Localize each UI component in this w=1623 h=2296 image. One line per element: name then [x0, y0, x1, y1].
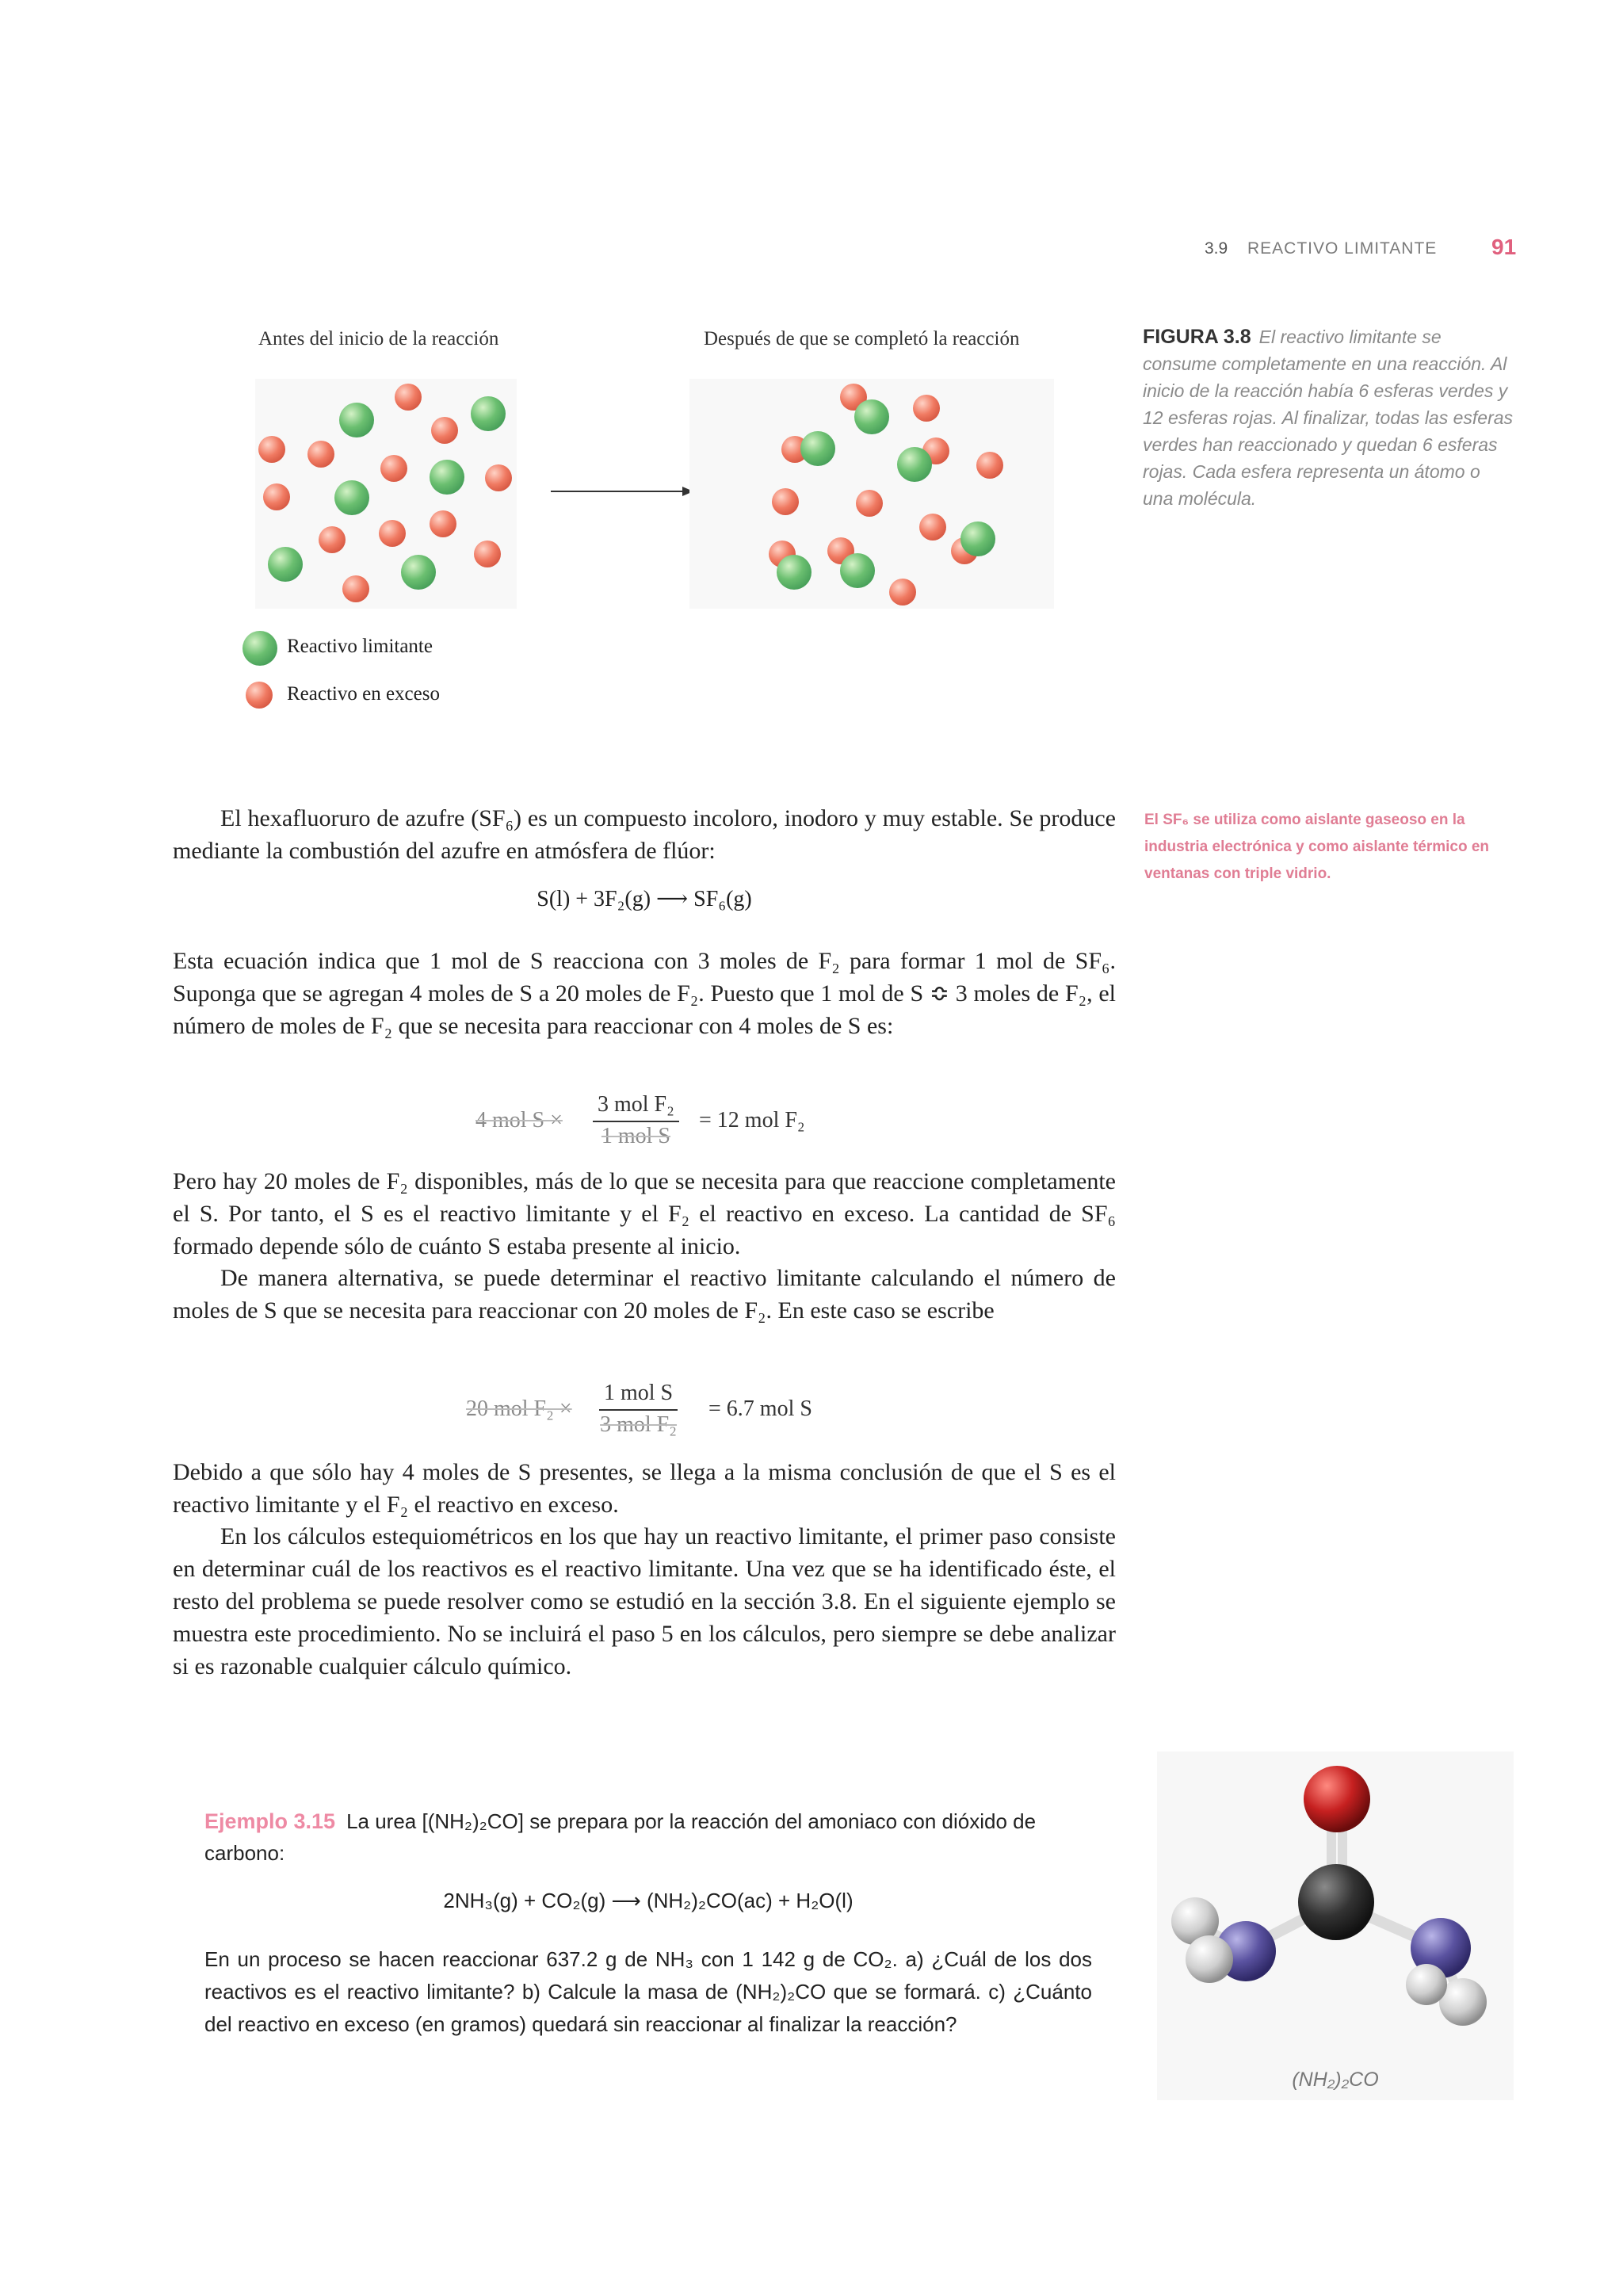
green-sphere [339, 403, 374, 437]
conversion-fraction [593, 1092, 679, 1149]
calc-lead: 4 mol S × [475, 1108, 563, 1133]
red-sphere [856, 490, 883, 517]
red-sphere [263, 483, 290, 510]
figure-caption-text: El reactivo limitante se consume completamente en una reacción. Al inicio de la reacción había 6 esferas verdes y 12 esferas rojas. Al finalizar, todas las esferas verdes han reaccionado y quedan 6 esferas rojas. Cada esfera representa un átomo o una molécula. [1143, 327, 1514, 509]
red-sphere [395, 384, 422, 411]
green-sphere [777, 555, 812, 590]
green-sphere [960, 521, 995, 556]
after-reaction-panel [689, 379, 1054, 609]
carbon-atom [1298, 1864, 1374, 1940]
green-sphere [897, 447, 932, 482]
paragraph: Esta ecuación indica que 1 mol de S reacciona con 3 moles de F₂ para formar 1 mol de SF₆. Suponga que se agregan 4 moles de S a 20 moles de F₂. Puesto que 1 mol de S ≎ 3 moles de F₂, el número de moles de F₂ que se necesita para reaccionar con 4 moles de S es: [173, 948, 1116, 1039]
red-sphere [889, 579, 916, 606]
red-sphere [307, 441, 334, 468]
example-intro-text: La urea [(NH₂)₂CO] se prepara por la reacción del amoniaco con dióxido de carbono: [204, 1809, 1037, 1865]
figure-number: FIGURA 3.8 [1143, 326, 1251, 348]
red-sphere [319, 526, 346, 553]
section-number: 3.9 [1205, 239, 1228, 258]
hydrogen-atom [1406, 1964, 1447, 2005]
legend-label: Reactivo limitante [287, 636, 433, 657]
green-sphere [854, 399, 889, 434]
red-sphere [431, 417, 458, 444]
green-sphere [401, 555, 436, 590]
equation-urea-formation: 2NH₃(g) + CO₂(g) ⟶ (NH₂)₂CO(ac) + H₂O(l) [443, 1889, 854, 1912]
paragraph: De manera alternativa, se puede determinar el reactivo limitante calculando el número de moles de S que se necesita para reaccionar con 20 moles de F₂. En este caso se escribe [173, 1265, 1116, 1324]
red-sphere [430, 510, 456, 537]
example-label: Ejemplo 3.15 [204, 1809, 336, 1833]
green-sphere [840, 553, 875, 588]
fraction-numerator: 3 mol F₂ [593, 1092, 679, 1122]
green-sphere [471, 396, 506, 431]
example-question: En un proceso se hacen reaccionar 637.2 g de NH₃ con 1 142 g de CO₂. a) ¿Cuál de los dos reactivos es el reactivo limitante? b) Calcule la masa de (NH₂)₂CO que se formará. c) ¿Cuánto del reactivo en exceso (en gramos) quedará sin reaccionar al finalizar la reacción? [204, 1947, 1092, 2036]
fraction-numerator: 1 mol S [599, 1381, 678, 1411]
calc-result: = 6.7 mol S [708, 1396, 812, 1421]
running-header [1189, 235, 1522, 266]
red-sphere-icon [246, 682, 273, 709]
red-sphere [976, 452, 1003, 479]
green-sphere [430, 460, 464, 495]
calculation-s-needed [466, 1381, 957, 1444]
oxygen-atom [1304, 1766, 1370, 1832]
red-sphere [913, 395, 940, 422]
reaction-arrow-icon [551, 483, 693, 499]
hydrogen-atom [1186, 1935, 1233, 1983]
molecule-caption: (NH₂)₂CO [1292, 2069, 1379, 2091]
legend-label: Reactivo en exceso [287, 683, 440, 705]
paragraph: Pero hay 20 moles de F₂ disponibles, más de lo que se necesita para que reaccione completamente el S. Por tanto, el S es el reactivo limitante y el F₂ el reactivo en exceso. La cantidad de SF₆ formado depende sólo de cuánto S estaba presente al inicio. [173, 1168, 1116, 1259]
green-sphere-icon [242, 631, 277, 666]
figure-after-label: Después de que se completó la reacción [704, 328, 1020, 350]
paragraph: En los cálculos estequiométricos en los que hay un reactivo limitante, el primer paso consiste en determinar cuál de los reactivos es el reactivo limitante. Una vez que se ha identificado éste, el resto del problema se puede resolver como se estudió en la sección 3.8. En el siguiente ejemplo se muestra este procedimiento. No se incluirá el paso 5 en los cálculos, pero siempre se debe analizar si es razonable cualquier cálculo químico. [173, 1523, 1116, 1679]
red-sphere [258, 436, 285, 463]
red-sphere [379, 520, 406, 547]
red-sphere [380, 455, 407, 482]
fraction-denominator: 1 mol S [601, 1124, 671, 1148]
page-number: 91 [1491, 235, 1517, 259]
urea-molecule-model [1157, 1752, 1514, 2100]
green-sphere [334, 480, 369, 515]
calculation-f2-needed [475, 1092, 951, 1156]
red-sphere [485, 464, 512, 491]
calc-result: = 12 mol F₂ [699, 1108, 805, 1133]
green-sphere [268, 547, 303, 582]
figure-before-label: Antes del inicio de la reacción [258, 328, 499, 350]
red-sphere [342, 575, 369, 602]
equation-sf6-formation: S(l) + 3F₂(g) ⟶ SF₆(g) [537, 887, 752, 911]
paragraph: El hexafluoruro de azufre (SF₆) es un compuesto incoloro, inodoro y muy estable. Se produce mediante la combustión del azufre en atmósfera de flúor: [173, 805, 1116, 864]
red-sphere [919, 514, 946, 541]
paragraph: Debido a que sólo hay 4 moles de S presentes, se llega a la misma conclusión de que el S es el reactivo limitante y el F₂ el reactivo en exceso. [173, 1459, 1116, 1518]
red-sphere [474, 541, 501, 567]
conversion-fraction [599, 1381, 678, 1438]
example-intro [204, 1805, 1092, 1869]
red-sphere [772, 488, 799, 515]
calc-lead: 20 mol F₂ × [466, 1396, 572, 1421]
green-sphere [800, 431, 835, 466]
fraction-denominator: 3 mol F₂ [600, 1412, 678, 1437]
before-reaction-panel [255, 379, 517, 609]
section-title: REACTIVO LIMITANTE [1247, 239, 1438, 258]
figure-caption [1143, 323, 1515, 512]
margin-note: El SF₆ se utiliza como aislante gaseoso en la industria electrónica y como aislante térmico en ventanas con triple vidrio. [1144, 812, 1490, 882]
